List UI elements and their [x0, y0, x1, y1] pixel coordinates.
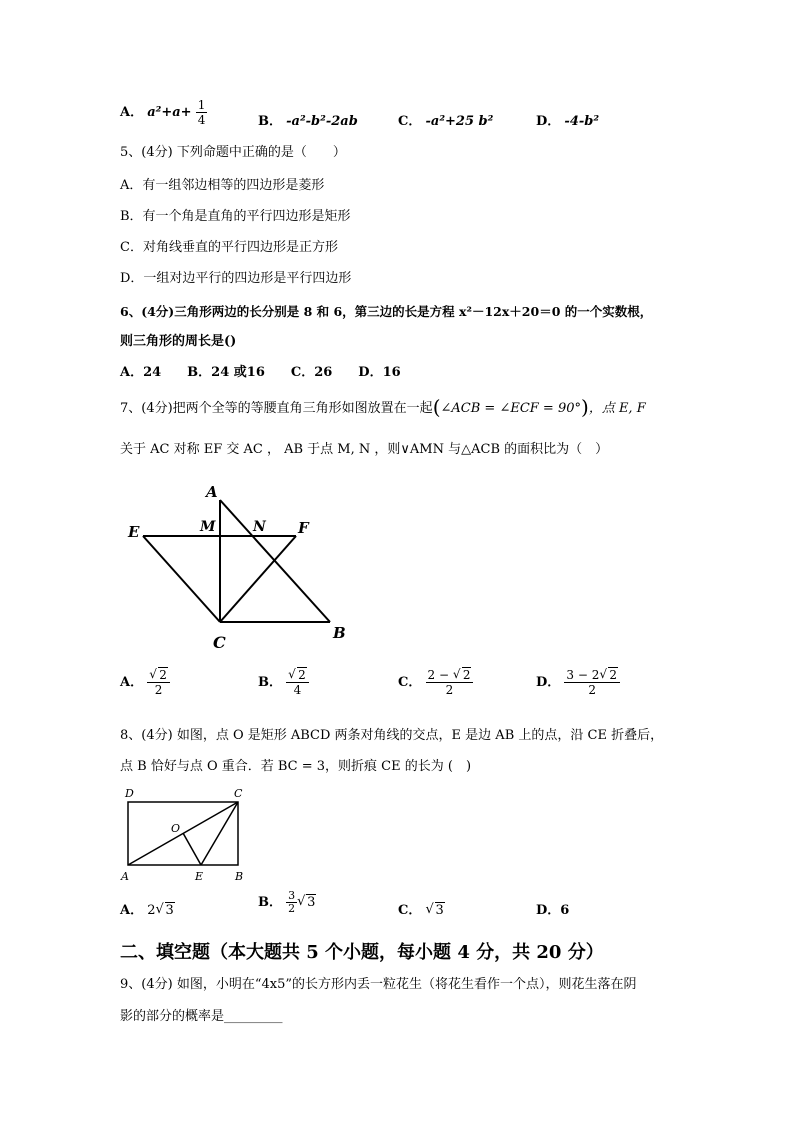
label-d: D: [125, 787, 134, 800]
section-title-fill-blank: 二、填空题（本大题共 5 个小题，每小题 4 分，共 20 分）: [120, 942, 604, 963]
label-m: M: [200, 519, 216, 535]
q8-option-c: [398, 899, 445, 918]
q7-stem-line2: 关于 AC 对称 EF 交 AC ， AB 于点 M, N ，则∨AMN 与△ACB 的面积比为（ ）: [120, 442, 609, 457]
option-expr: -a²-b²-2ab: [286, 114, 358, 129]
q5-stem: 5、(4分) 下列命题中正确的是（ ）: [120, 145, 346, 160]
fraction-denominator: 2: [288, 902, 296, 915]
coefficient: 2: [147, 903, 156, 918]
option-label: A．: [120, 675, 144, 690]
q5-option-c: C．对角线垂直的平行四边形是正方形: [120, 240, 338, 255]
fraction-numerator: 3 − 2√ 2: [564, 668, 620, 683]
q8-option-b: [258, 890, 316, 915]
fraction-denominator: 2: [154, 683, 163, 697]
option-expr: a²+a+: [147, 105, 192, 120]
option-label: A．: [120, 903, 144, 918]
fraction: [426, 668, 474, 697]
sqrt: √ 3: [297, 895, 316, 910]
fraction-numerator: 2 − √ 2: [426, 668, 474, 683]
option-label: A．: [120, 105, 144, 120]
q7-figure: [120, 480, 360, 655]
sqrt: √ 2: [599, 668, 618, 682]
label-b: B: [235, 870, 244, 883]
q5-option-b: B．有一个角是直角的平行四边形是矩形: [120, 209, 351, 224]
option-label: C．: [398, 903, 422, 918]
q4-option-b: [258, 110, 358, 129]
q7-option-a: [120, 668, 170, 697]
label-o: O: [171, 822, 181, 835]
q6-stem-line1: 6、(4分)三角形两边的长分别是 8 和 6，第三边的长是方程 x²－12x＋20＝0 的一个实数根，: [120, 304, 653, 319]
sqrt: √ 3: [426, 903, 445, 918]
crease-ce: [201, 802, 238, 865]
segment-fc: [220, 536, 296, 622]
fraction-denominator: 2: [588, 683, 597, 697]
q8-figure: [118, 784, 258, 884]
option-label: B．: [258, 675, 282, 690]
q7-stem-text: 7、(4分)把两个全等的等腰直角三角形如图放置在一起: [120, 401, 433, 416]
q9-stem-line1: 9、(4分) 如图，小明在“4x5”的长方形内丢一粒花生（将花生看作一个点），则花生落在阴: [120, 977, 637, 992]
q4-option-a: [120, 98, 207, 127]
label-c: C: [213, 633, 226, 652]
fraction-numerator: 3: [288, 889, 296, 902]
q7-option-c: [398, 668, 473, 697]
paren-left: (: [432, 395, 441, 419]
fraction: [196, 98, 208, 127]
label-a: A: [206, 483, 218, 501]
option-label: D．: [536, 675, 561, 690]
option-label: C．: [398, 675, 422, 690]
q7-stem-line1: [120, 395, 646, 419]
option-expr: -a²+25 b²: [425, 114, 494, 129]
option-label: B．: [258, 895, 282, 910]
label-e: E: [128, 523, 140, 541]
fraction-denominator: 4: [197, 113, 206, 127]
fraction-numerator: [147, 668, 170, 683]
q9-stem-line2: 影的部分的概率是_________: [120, 1009, 283, 1024]
q7-option-d: [536, 668, 620, 697]
label-b: B: [333, 624, 346, 642]
fraction: [147, 668, 170, 697]
fraction-denominator: 2: [445, 683, 454, 697]
fraction: [564, 668, 620, 697]
label-n: N: [253, 519, 266, 535]
option-expr: -4-b²: [564, 114, 600, 129]
label-f: F: [298, 519, 309, 537]
q6-options: A．24 B．24 或16 C．26 D．16: [120, 365, 401, 380]
option-label: B．: [258, 114, 282, 129]
fraction-numerator: [286, 668, 309, 683]
sqrt: √ 2: [149, 668, 168, 682]
segment-oe: [183, 833, 201, 865]
q7-option-b: [258, 668, 309, 697]
sqrt: √ 2: [288, 668, 307, 682]
fraction: [286, 890, 297, 915]
q7-angle-expr: ∠ACB = ∠ECF = 90°: [440, 401, 581, 416]
q4-option-d: [536, 110, 599, 129]
sqrt: √ 2: [453, 668, 472, 682]
q7-stem-text-2: ，点 E, F: [588, 401, 646, 416]
q8-stem-line1: 8、(4分) 如图，点 O 是矩形 ABCD 两条对角线的交点，E 是边 AB 上的点，沿 CE 折叠后，: [120, 728, 664, 743]
segment-ec: [143, 536, 220, 622]
q5-option-a: A．有一组邻边相等的四边形是菱形: [120, 178, 325, 193]
sqrt: √ 3: [156, 903, 175, 918]
q8-stem-line2: 点 B 恰好与点 O 重合．若 BC = 3，则折痕 CE 的长为 ( ): [120, 759, 472, 774]
option-label: D．: [536, 114, 561, 129]
label-a: A: [121, 870, 129, 883]
option-label: C．: [398, 114, 422, 129]
q5-option-d: D．一组对边平行的四边形是平行四边形: [120, 271, 352, 286]
q6-stem-line2: 则三角形的周长是(): [120, 334, 237, 349]
label-e: E: [195, 870, 204, 883]
fraction-numerator: 1: [197, 98, 206, 112]
q8-option-a: [120, 899, 175, 918]
q8-option-d: D．6: [536, 903, 570, 918]
fraction: [286, 668, 309, 697]
label-c: C: [234, 787, 243, 800]
q4-option-c: [398, 110, 493, 129]
fraction-denominator: 4: [293, 683, 302, 697]
paren-right: ): [581, 395, 589, 419]
